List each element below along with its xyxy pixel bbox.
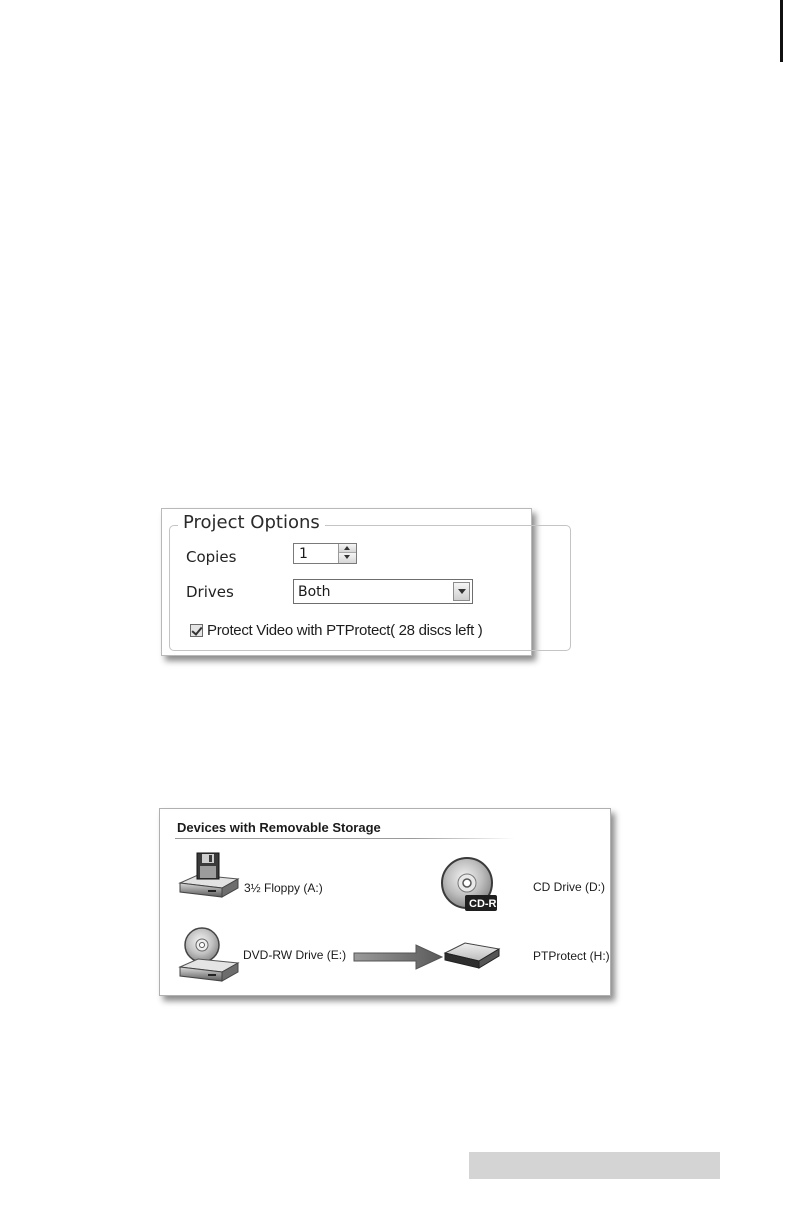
copies-label: Copies [186, 548, 237, 566]
devices-heading-rule [175, 838, 515, 839]
footer-bar [469, 1152, 720, 1179]
dvd-drive-icon [178, 925, 240, 985]
copies-decrement-button[interactable] [339, 553, 356, 563]
devices-panel [159, 808, 611, 996]
device-dvd[interactable] [178, 925, 363, 985]
drives-select[interactable] [293, 579, 473, 604]
copies-stepper[interactable] [293, 543, 357, 564]
copies-spin-buttons[interactable] [338, 544, 356, 563]
device-ptprotect-label[interactable]: PTProtect (H:) [533, 949, 610, 963]
floppy-drive-icon [178, 851, 240, 899]
devices-heading: Devices with Removable Storage [177, 820, 381, 835]
protect-video-checkbox[interactable] [190, 624, 203, 637]
arrow-right-icon [352, 943, 444, 971]
arrow-down-icon [344, 555, 350, 559]
drives-selected-value: Both [298, 584, 331, 600]
copies-value[interactable]: 1 [299, 546, 308, 562]
chevron-down-icon [458, 589, 466, 594]
project-options-panel [161, 508, 532, 656]
device-cd-label[interactable]: CD Drive (D:) [533, 880, 605, 894]
removable-drive-icon [443, 937, 501, 973]
device-floppy-label[interactable]: 3½ Floppy (A:) [244, 881, 323, 895]
copies-increment-button[interactable] [339, 544, 356, 553]
page-edge-line [780, 0, 783, 62]
device-cd[interactable] [441, 857, 605, 913]
protect-video-option[interactable] [190, 620, 483, 639]
device-ptprotect[interactable] [443, 937, 610, 977]
drives-dropdown-button[interactable] [453, 582, 470, 601]
protect-video-label[interactable]: Protect Video with PTProtect( 28 discs left ) [207, 622, 483, 639]
device-floppy[interactable] [178, 851, 358, 899]
drives-label: Drives [186, 583, 234, 601]
arrow-up-icon [344, 546, 350, 550]
device-dvd-label[interactable]: DVD-RW Drive (E:) [243, 948, 347, 962]
cd-r-badge: CD-R [469, 898, 497, 910]
project-options-title: Project Options [178, 512, 325, 533]
